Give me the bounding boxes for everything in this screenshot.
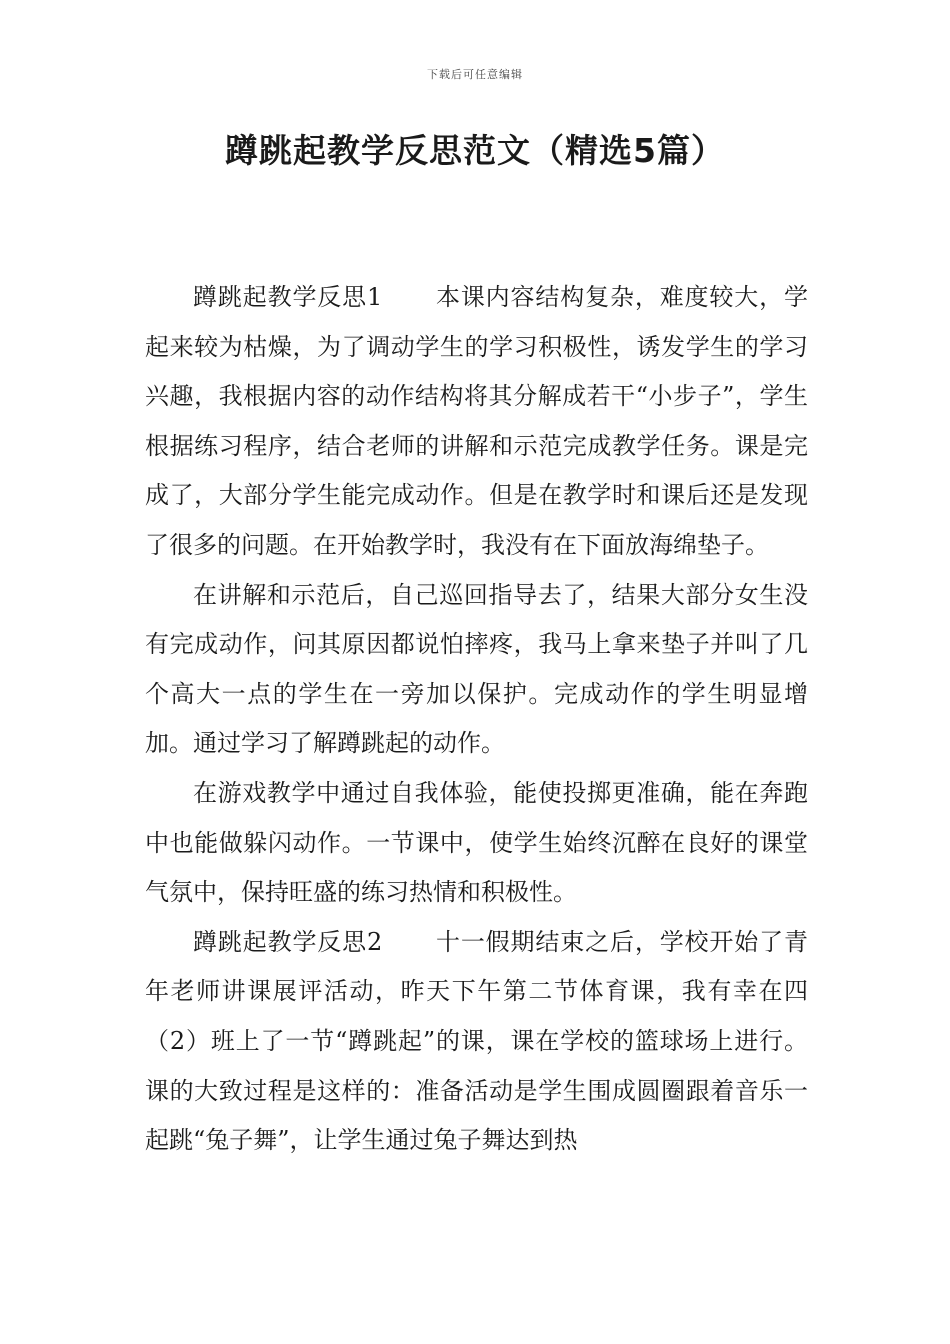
paragraph-4 [145,918,808,1166]
paragraph-3-text: 在游戏教学中通过自我体验，能使投掷更准确，能在奔跑中也能做躲闪动作。一节课中，使学生始终沉醉在良好的课堂气氛中，保持旺盛的练习热情和积极性。 [145,778,808,907]
section-heading-2: 蹲跳起教学反思2 [193,927,383,956]
paragraph-1-text: 本课内容结构复杂，难度较大，学起来较为枯燥，为了调动学生的学习积极性，诱发学生的学习兴趣，我根据内容的动作结构将其分解成若干“小步子”，学生根据练习程序，结合老师的讲解和示范完成教学任务。课是完成了，大部分学生能完成动作。但是在教学时和课后还是发现了很多的问题。在开始教学时，我没有在下面放海绵垫子。 [145,283,808,559]
paragraph-2-text: 在讲解和示范后，自己巡回指导去了，结果大部分女生没有完成动作，问其原因都说怕摔疼，我马上拿来垫子并叫了几个高大一点的学生在一旁加以保护。完成动作的学生明显增加。通过学习了解蹲跳起的动作。 [145,580,808,758]
document-title: 蹲跳起教学反思范文（精选5篇） [225,131,725,170]
paragraph-3 [145,769,808,918]
page-header-note: 下载后可任意编辑 [427,68,523,81]
document-body [145,273,808,1166]
paragraph-2 [145,571,808,769]
section-heading-1: 蹲跳起教学反思1 [193,283,383,311]
paragraph-4-text: 十一假期结束之后，学校开始了青年老师讲课展评活动，昨天下午第二节体育课，我有幸在四（2）班上了一节“蹲跳起”的课，课在学校的篮球场上进行。课的大致过程是这样的：准备活动是学生围成圆圈跟着音乐一起跳“兔子舞”，让学生通过兔子舞达到热 [145,927,808,1155]
paragraph-1 [145,273,808,571]
